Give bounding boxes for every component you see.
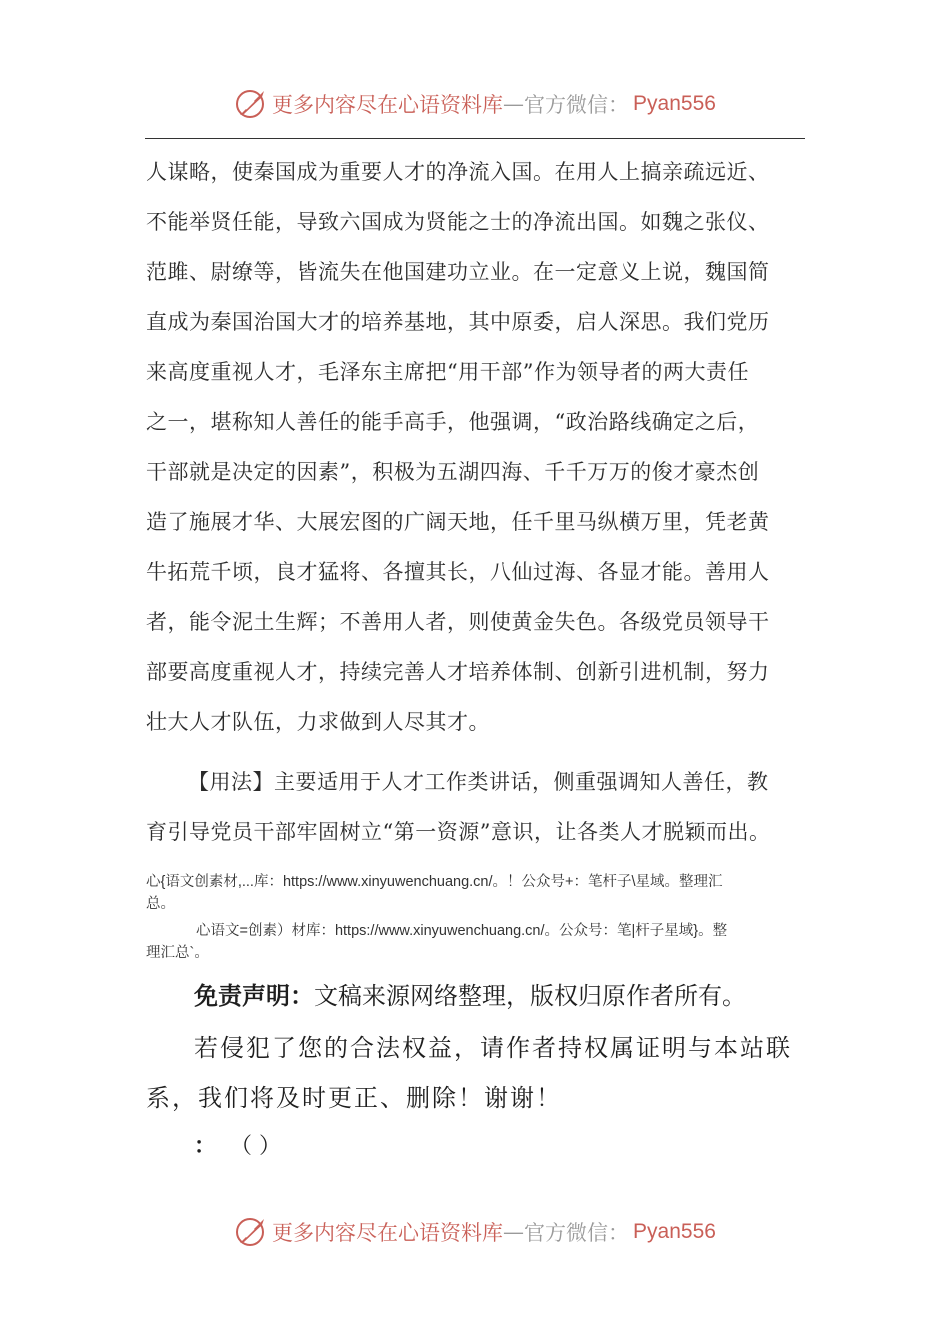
source-note-line: 心{语文创素材,...库：https://www.xinyuwenchuang.cn/。！公众号+：笔杆子\星域。整理汇 <box>146 874 723 890</box>
banner-brand: 更多内容尽在心语资料库 <box>272 1221 504 1245</box>
body-line: 者，能令泥土生辉；不善用人者，则使黄金失色。各级党员领导干 <box>146 610 770 634</box>
disclaimer-line: 系，我们将及时更正、删除！谢谢！ <box>146 1084 562 1112</box>
source-note-line: 总。 <box>146 896 175 912</box>
header-banner <box>0 84 950 124</box>
banner-brand: 更多内容尽在心语资料库 <box>272 93 504 117</box>
body-line: 范雎、尉缭等，皆流失在他国建功立业。在一定意义上说，魏国简 <box>146 260 770 284</box>
usage-paragraph <box>146 760 806 860</box>
banner-wechat-id: Pyan556 <box>633 92 716 115</box>
disclaimer-trailer <box>194 1128 281 1164</box>
disclaimer-label: 免责声明： <box>194 983 314 1010</box>
trailer-colon: ： <box>194 1133 217 1159</box>
source-note <box>146 920 810 964</box>
body-line: 牛拓荒千顷，良才猛将、各擅其长，八仙过海、各显才能。善用人 <box>146 560 770 584</box>
source-note <box>146 871 810 915</box>
body-line: 干部就是决定的因素”，积极为五湖四海、千千万万的俊才豪杰创 <box>146 460 760 484</box>
body-line: 之一，堪称知人善任的能手高手，他强调，“政治路线确定之后， <box>146 410 760 434</box>
disclaimer-heading <box>146 976 864 1016</box>
header-rule <box>145 138 805 139</box>
body-line: 人谋略，使秦国成为重要人才的净流入国。在用人上搞亲疏远近、 <box>146 160 770 184</box>
disclaimer-text: 文稿来源网络整理，版权归原作者所有。 <box>314 982 746 1010</box>
banner-wechat-id: Pyan556 <box>633 1220 716 1243</box>
banner-official-label: 官方微信： <box>524 1221 630 1245</box>
usage-line: 【用法】主要适用于人才工作类讲话，侧重强调知人善任，教 <box>188 770 769 794</box>
body-line: 来高度重视人才，毛泽东主席把“用干部”作为领导者的两大责任 <box>146 360 749 384</box>
source-note-line: 心语文=创素）材库：https://www.xinyuwenchuang.cn/。公众号：笔|杆子星域}。整 <box>196 923 728 939</box>
body-line: 造了施展才华、大展宏图的广阔天地，任千里马纵横万里，凭老黄 <box>146 510 770 534</box>
banner-separator: — <box>503 1220 525 1244</box>
banner-official-label: 官方微信： <box>524 93 630 117</box>
trailer-parens: （ ） <box>230 1134 282 1159</box>
body-line: 不能举贤任能，导致六国成为贤能之士的净流出国。如魏之张仪、 <box>146 210 770 234</box>
body-paragraph <box>146 150 806 750</box>
body-line: 直成为秦国治国大才的培养基地，其中原委，启人深思。我们党历 <box>146 310 770 334</box>
quill-logo-icon <box>234 87 268 121</box>
body-line: 壮大人才队伍，力求做到人尽其才。 <box>146 710 490 734</box>
disclaimer-line: 若侵犯了您的合法权益，请作者持权属证明与本站联 <box>194 1034 792 1062</box>
quill-logo-icon <box>234 1215 268 1249</box>
banner-separator: — <box>503 92 525 116</box>
source-note-line: 理汇总`。 <box>146 945 209 961</box>
footer-banner <box>0 1212 950 1252</box>
usage-line: 育引导党员干部牢固树立“第一资源”意识，让各类人才脱颖而出。 <box>146 820 771 844</box>
body-line: 部要高度重视人才，持续完善人才培养体制、创新引进机制，努力 <box>146 660 770 684</box>
